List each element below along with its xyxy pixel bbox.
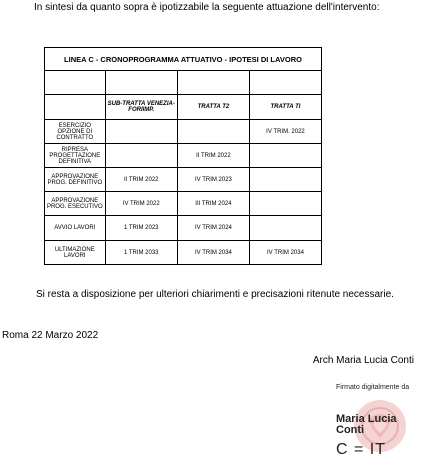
cell-tratta-t2: III TRIM 2024 xyxy=(177,192,249,216)
cell-tratta-ti xyxy=(249,216,321,241)
blank-cell xyxy=(105,71,177,95)
cell-tratta-ti xyxy=(249,168,321,192)
cell-tratta-t2: IV TRIM 2023 xyxy=(177,168,249,192)
cell-tratta-ti: IV TRIM 2034 xyxy=(249,241,321,265)
table-row xyxy=(45,241,322,265)
table-row xyxy=(45,144,322,168)
table-header-row xyxy=(45,95,322,120)
cell-subtratta: 1 TRIM 2023 xyxy=(105,216,177,241)
table-blank-row xyxy=(45,71,322,95)
blank-cell xyxy=(45,71,106,95)
header-corner xyxy=(45,95,106,120)
cell-subtratta xyxy=(105,144,177,168)
closing-text: Si resta a disposizione per ulteriori chiarimenti e precisazioni ritenute necessarie. xyxy=(36,289,394,300)
cell-tratta-ti xyxy=(249,144,321,168)
cell-tratta-t2: II TRIM 2022 xyxy=(177,144,249,168)
cell-tratta-t2: IV TRIM 2034 xyxy=(177,241,249,265)
cell-subtratta: IV TRIM 2022 xyxy=(105,192,177,216)
table-row xyxy=(45,168,322,192)
table-title: LINEA C - CRONOPROGRAMMA ATTUATIVO - IPOTESI DI LAVORO xyxy=(45,48,322,71)
signature-country: C = IT xyxy=(336,441,387,458)
cell-tratta-ti xyxy=(249,192,321,216)
row-label: RIPRESA PROGETTAZIONE DEFINITIVA xyxy=(45,144,106,168)
table-title-row xyxy=(45,48,322,71)
cell-tratta-t2: IV TRIM 2024 xyxy=(177,216,249,241)
table-row xyxy=(45,192,322,216)
header-tratta-ti: TRATTA TI xyxy=(249,95,321,120)
header-tratta-t2: TRATTA T2 xyxy=(177,95,249,120)
row-label: AVVIO LAVORI xyxy=(45,216,106,241)
cronoprogramma-table xyxy=(44,47,322,265)
table-row xyxy=(45,216,322,241)
blank-cell xyxy=(249,71,321,95)
blank-cell xyxy=(177,71,249,95)
row-label: APPROVAZIONE PROG. DEFINITIVO xyxy=(45,168,106,192)
cell-tratta-ti: IV TRIM. 2022 xyxy=(249,120,321,144)
row-label: ULTIMAZIONE LAVORI xyxy=(45,241,106,265)
intro-text: In sintesi da quanto sopra è ipotizzabile la seguente attuazione dell'intervento: xyxy=(34,2,380,13)
signer-name: Arch Maria Lucia Conti xyxy=(312,355,414,366)
header-subtratta: SUB-TRATTA VENEZIA-FORIIMP. xyxy=(105,95,177,120)
row-label: APPROVAZIONE PROG. ESECUTIVO xyxy=(45,192,106,216)
cell-subtratta xyxy=(105,120,177,144)
cell-tratta-t2 xyxy=(177,120,249,144)
signature-name: Maria Lucia Conti xyxy=(336,413,397,436)
cell-subtratta: 1 TRIM 2033 xyxy=(105,241,177,265)
table-row xyxy=(45,120,322,144)
cell-subtratta: II TRIM 2022 xyxy=(105,168,177,192)
place-date: Roma 22 Marzo 2022 xyxy=(2,330,99,341)
signature-caption: Firmato digitalmente da xyxy=(336,384,410,391)
row-label: ESERCIZIO OPZIONE DI CONTRATTO xyxy=(45,120,106,144)
digital-signature-block xyxy=(336,384,420,460)
